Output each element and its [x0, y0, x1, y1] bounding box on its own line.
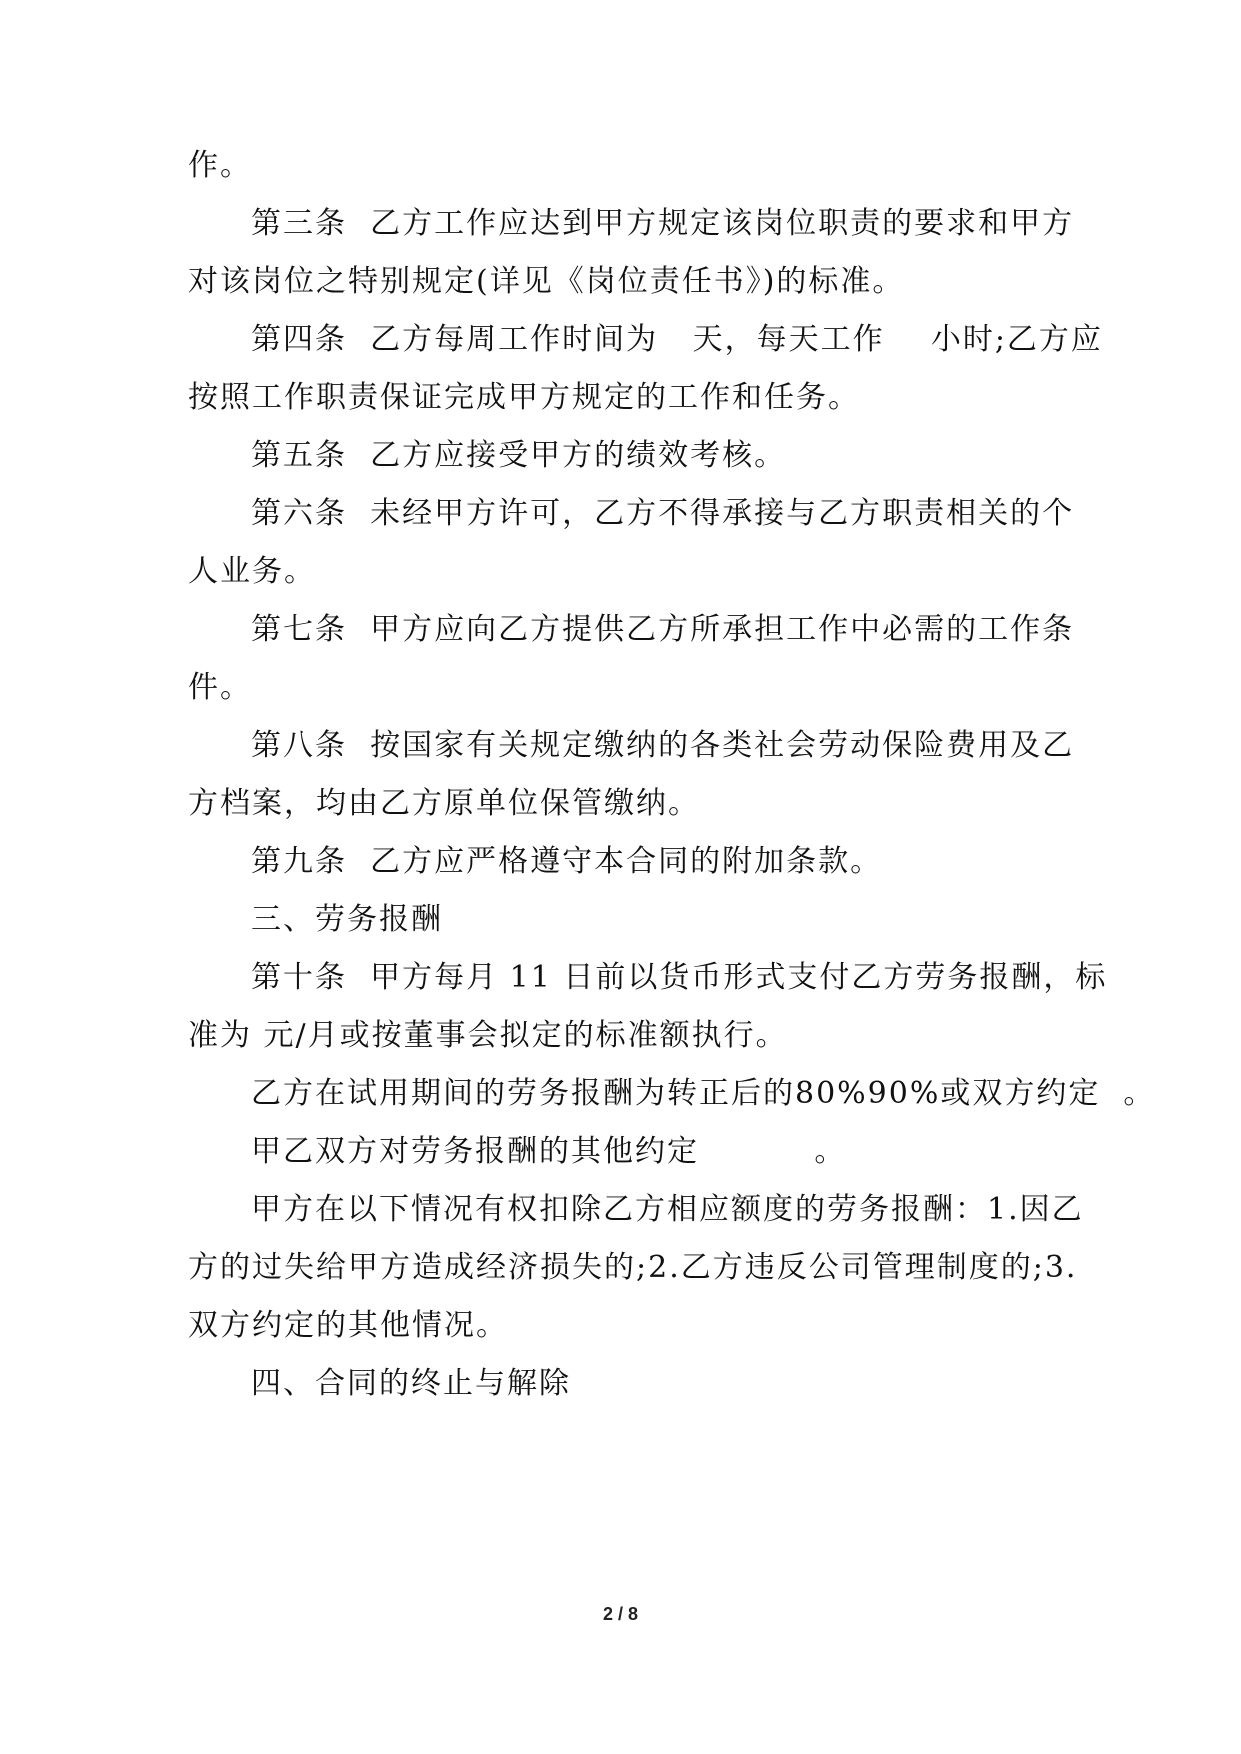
probation-pay-line: 乙方在试用期间的劳务报酬为转正后的80%90%或双方约定 。	[251, 1076, 1156, 1111]
section-heading-termination: 四、合同的终止与解除	[251, 1366, 571, 1401]
other-agreement-line: 甲乙双方对劳务报酬的其他约定 。	[251, 1134, 847, 1169]
article-7-line-1: 第七条 甲方应向乙方提供乙方所承担工作中必需的工作条	[251, 612, 1075, 647]
article-10-line-2: 准为 元/月或按董事会拟定的标准额执行。	[188, 1018, 788, 1053]
article-9-line: 第九条 乙方应严格遵守本合同的附加条款。	[251, 844, 883, 879]
page-number: 2 / 8	[602, 1604, 639, 1624]
deduction-line-2: 方的过失给甲方造成经济损失的;2.乙方违反公司管理制度的;3.	[188, 1250, 1078, 1285]
article-4-line-1: 第四条 乙方每周工作时间为 天，每天工作 小时;乙方应	[251, 322, 1103, 357]
article-3-line-1: 第三条 乙方工作应达到甲方规定该岗位职责的要求和甲方	[251, 206, 1075, 241]
article-3-line-2: 对该岗位之特别规定(详见《岗位责任书》)的标准。	[188, 264, 905, 299]
article-8-line-1: 第八条 按国家有关规定缴纳的各类社会劳动保险费用及乙	[251, 728, 1075, 763]
text-line: 作。	[188, 148, 252, 183]
article-5-line: 第五条 乙方应接受甲方的绩效考核。	[251, 438, 787, 473]
deduction-line-3: 双方约定的其他情况。	[188, 1308, 508, 1343]
article-6-line-2: 人业务。	[188, 554, 316, 589]
deduction-line-1: 甲方在以下情况有权扣除乙方相应额度的劳务报酬：1.因乙	[251, 1192, 1084, 1227]
article-10-line-1: 第十条 甲方每月 11 日前以货币形式支付乙方劳务报酬，标	[251, 960, 1108, 995]
section-heading-remuneration: 三、劳务报酬	[251, 902, 443, 937]
article-7-line-2: 件。	[188, 670, 252, 705]
article-6-line-1: 第六条 未经甲方许可，乙方不得承接与乙方职责相关的个	[251, 496, 1075, 531]
article-8-line-2: 方档案，均由乙方原单位保管缴纳。	[188, 786, 700, 821]
article-4-line-2: 按照工作职责保证完成甲方规定的工作和任务。	[188, 380, 860, 415]
